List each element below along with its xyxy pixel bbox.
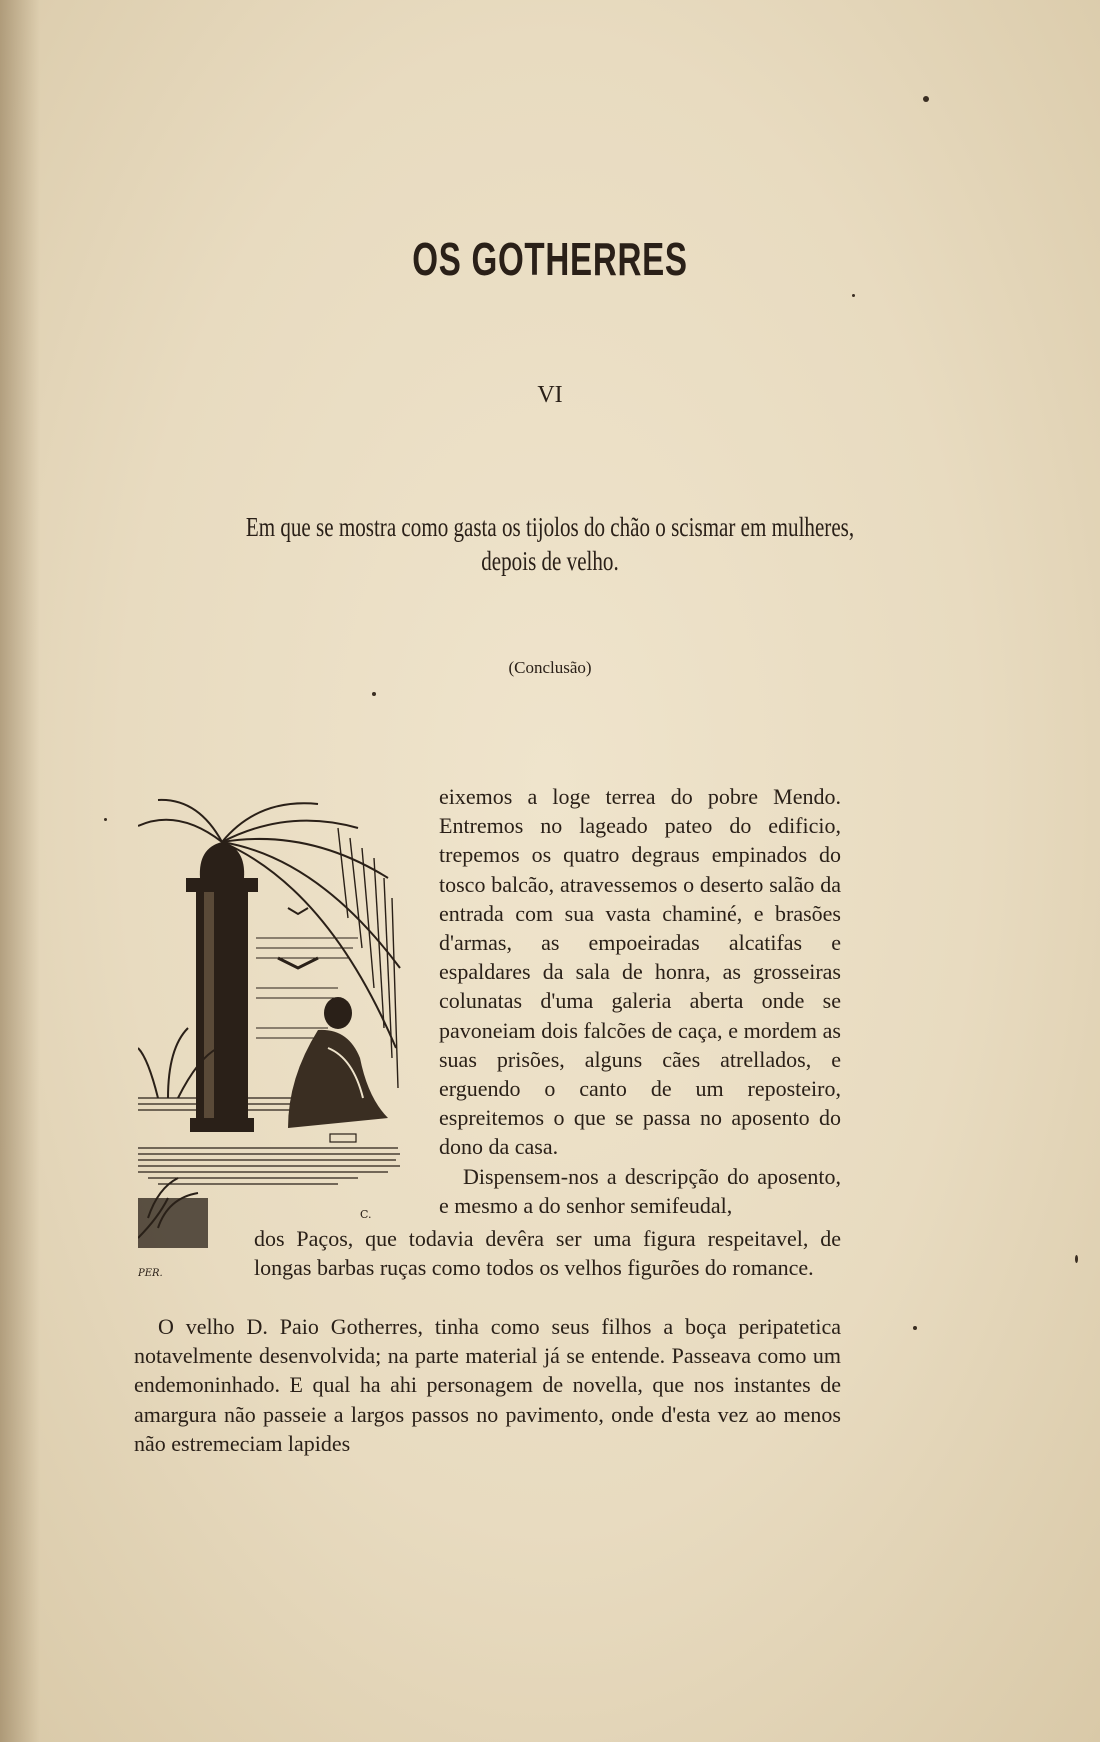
paragraph-1: eixemos a loge terrea do pobre Mendo. Entremos no lageado pateo do edificio, trepemos os quatro degraus empinados do tosco balcão, atravessemos o deserto salão da entrada com sua vasta chaminé, e brasões d'armas, as empoeiradas alcatifas e espaldares da sala de honra, as grosseiras colunatas d'uma galeria aberta onde se pavoneiam dois falcões de caça, e mordem as suas prisões, alguns cães atrellados, e erguendo o canto de um reposteiro, espreitemos o que se passa no aposento do dono da casa. [439, 784, 841, 1160]
paragraph-2-start: Dispensem-nos a descripção do aposento, e mesmo a do senhor semifeudal, [439, 1163, 841, 1218]
chapter-subtitle: Em que se mostra como gasta os tijolos do chão o scismar em mulheres, depois de velho. [245, 512, 855, 576]
paragraph-2-continued [254, 1224, 841, 1282]
paragraph-3-block [134, 1312, 841, 1458]
paragraph-opening-column [439, 782, 841, 1220]
woodcut-illustration [138, 798, 428, 1278]
paragraph-2-end: dos Paços, que todavia devêra ser uma figura respeitavel, de longas barbas ruças como todos os velhos figurões do romance. [254, 1226, 841, 1281]
article-title: OS GOTHERRES [412, 233, 688, 285]
paper-speck [1075, 1255, 1078, 1263]
paper-speck [372, 692, 376, 696]
chapter-number: VI [537, 382, 563, 408]
paper-speck [104, 818, 107, 821]
paper-speck [913, 1326, 917, 1330]
engraver-mark: C. [360, 1208, 372, 1221]
conclusion-note: (Conclusão) [508, 658, 592, 677]
paper-speck [852, 294, 855, 297]
paper-speck [923, 96, 929, 102]
binding-shadow [0, 0, 40, 1742]
engraver-signature: PER. [138, 1268, 163, 1278]
paragraph-3: O velho D. Paio Gotherres, tinha como seus filhos a boça peripatetica notavelmente desenvolvida; na parte material já se entende. Passeava como um endemoninhado. E qual ha ahi personagem de novella, que nos instantes de amargura não passeie a largos passos no pavimento, onde d'esta vez ao menos não estremeciam lapides [134, 1314, 841, 1456]
